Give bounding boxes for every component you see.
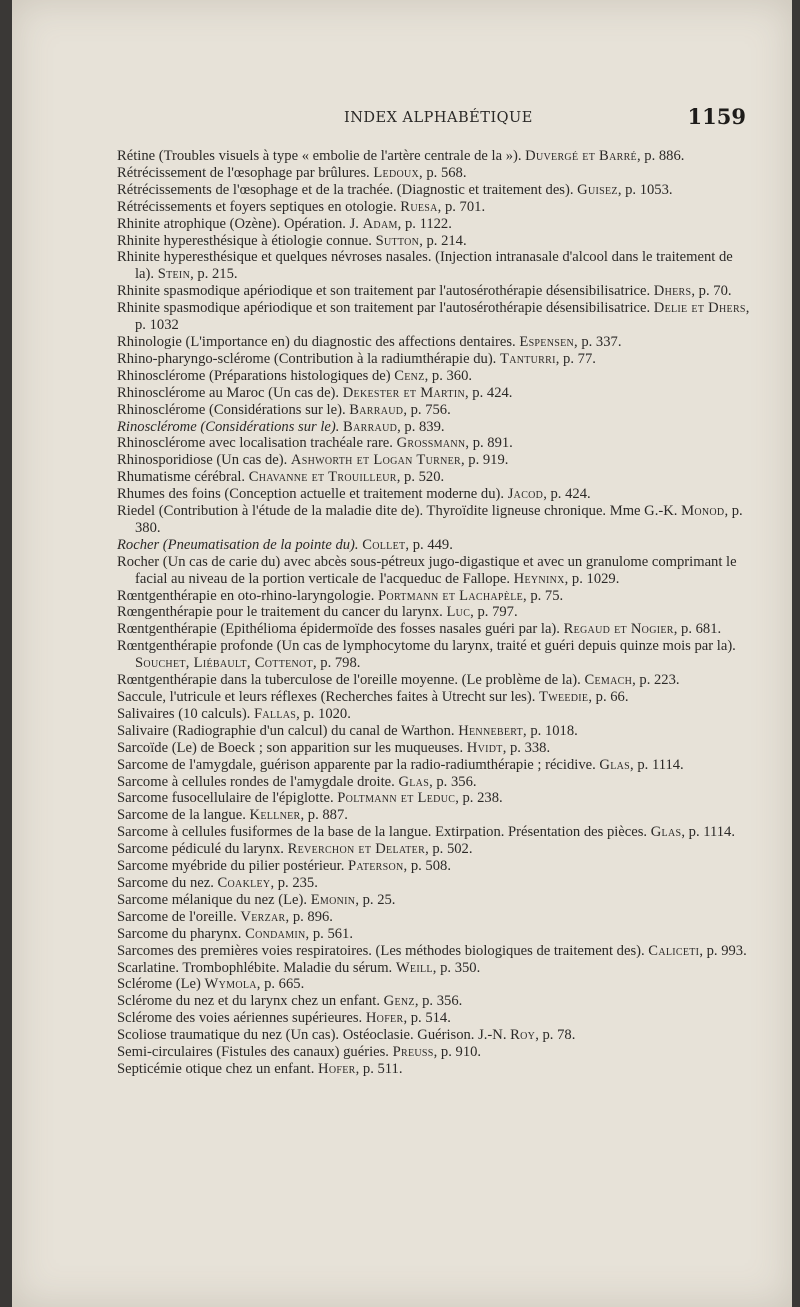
- entry-page-ref: , p. 238.: [455, 790, 503, 807]
- entry-authors: Caliceti: [648, 942, 700, 959]
- index-entry: [117, 621, 752, 638]
- running-header: [12, 104, 792, 134]
- entry-authors: Dekester et Martin: [342, 384, 465, 401]
- entry-page-ref: , p. 235.: [270, 874, 318, 891]
- index-entry: [117, 402, 752, 419]
- index-entry: [117, 604, 752, 621]
- index-entry: [117, 233, 752, 250]
- index-entry: [117, 909, 752, 926]
- entry-page-ref: , p. 356.: [414, 993, 463, 1010]
- entry-subject: Sarcome pédiculé du larynx.: [117, 841, 288, 858]
- entry-page-ref: , p. 350.: [432, 959, 481, 976]
- entry-subject: Sarcome mélanique du nez (Le).: [117, 891, 311, 908]
- index-entry: [117, 452, 752, 469]
- entry-page-ref: , p. 891.: [465, 435, 513, 452]
- entry-page-ref: , p. 215.: [190, 266, 238, 283]
- entry-subject: Rœntgenthérapie dans la tuberculose de l'oreille moyenne. (Le problème de la).: [117, 672, 585, 689]
- entry-subject: Salivaires (10 calculs).: [117, 705, 254, 722]
- entry-authors: Glas: [650, 824, 682, 841]
- entry-page-ref: , p. 70.: [691, 283, 732, 300]
- entry-authors: Wymola: [204, 976, 257, 993]
- entry-authors: Portmann et Lachapèle: [378, 587, 524, 604]
- entry-subject: Sarcomes des premières voies respiratoires. (Les méthodes biologiques de traitement des).: [117, 942, 649, 959]
- entry-authors: Condamin: [245, 925, 306, 942]
- entry-authors: Adam: [362, 215, 398, 232]
- index-entry: [117, 385, 752, 402]
- entry-page-ref: , p. 896.: [285, 908, 333, 925]
- entry-authors: Roy: [510, 1027, 536, 1044]
- entry-page-ref: , p. 1114.: [630, 756, 684, 773]
- entry-page-ref: , p. 424.: [465, 384, 513, 401]
- entry-page-ref: , p. 1122.: [397, 215, 452, 232]
- index-entry: [117, 537, 752, 554]
- entry-page-ref: , p. 514.: [403, 1010, 451, 1027]
- entry-authors: Paterson: [348, 858, 404, 875]
- entry-authors: Weill: [395, 959, 433, 976]
- index-entry: [117, 689, 752, 706]
- entry-page-ref: , p. 502.: [425, 841, 473, 858]
- entry-page-ref: , p. 681.: [673, 621, 722, 638]
- index-entry: [117, 672, 752, 689]
- index-entry: [117, 875, 752, 892]
- entry-page-ref: , p. 1029.: [564, 570, 620, 587]
- entry-subject: Rinosclérome (Considérations sur le).: [117, 418, 344, 435]
- index-entry: [117, 351, 752, 368]
- entry-subject: Saccule, l'utricule et leurs réflexes (Recherches faites à Utrecht sur les).: [117, 689, 540, 705]
- entry-page-ref: , p. 568.: [419, 164, 467, 181]
- entry-subject: Rhinite hyperesthésique à étiologie connue.: [117, 232, 376, 249]
- entry-authors: Luc: [446, 604, 471, 621]
- entry-page-ref: , p. 337.: [574, 333, 622, 350]
- entry-subject: Rétrécissement de l'œsophage par brûlures.: [117, 164, 374, 181]
- entry-authors: Hennebert: [458, 722, 524, 739]
- index-entry: [117, 960, 752, 977]
- index-entry: [117, 216, 752, 233]
- entry-subject: Sarcome du pharynx.: [117, 925, 246, 942]
- entry-page-ref: , p. 561.: [305, 925, 353, 942]
- entry-subject: Rhumes des foins (Conception actuelle et traitement moderne du).: [117, 486, 508, 503]
- index-entry: [117, 807, 752, 824]
- index-entry: [117, 993, 752, 1010]
- entry-page-ref: , p. 1032: [135, 300, 750, 334]
- entry-subject: Sarcome du nez.: [117, 874, 218, 891]
- entry-subject: Rocher (Un cas de carie du) avec abcès sous-pétreux jugo-digastique et avec un granulome comprimant le facial au niveau de la portion verticale de l'acqueduc de Fallope.: [117, 553, 737, 587]
- entry-subject: Rhinite spasmodique apériodique et son traitement par l'autosérothérapie désensibilisatrice.: [117, 300, 654, 317]
- index-entry: [117, 469, 752, 486]
- index-entry: [117, 943, 752, 960]
- index-entry: [117, 1061, 752, 1078]
- index-entry: [117, 435, 752, 452]
- index-entry: [117, 841, 752, 858]
- entry-authors: Espensen: [519, 333, 575, 350]
- entry-authors: Preuss: [392, 1044, 434, 1061]
- entry-page-ref: , p. 1114.: [681, 824, 736, 841]
- entry-subject: Septicémie otique chez un enfant.: [117, 1060, 318, 1077]
- entry-authors: Hofer: [365, 1010, 404, 1027]
- entry-page-ref: , p. 1020.: [296, 705, 351, 722]
- entry-subject: Salivaire (Radiographie d'un calcul) du canal de Warthon.: [117, 722, 459, 739]
- index-entry: [117, 368, 752, 385]
- index-entry: [117, 148, 752, 165]
- entry-subject: Rhumatisme cérébral.: [117, 469, 249, 486]
- entry-authors: Chavanne et Trouilleur: [248, 469, 397, 486]
- index-entry: [117, 706, 752, 723]
- entry-page-ref: , p. 77.: [555, 350, 596, 367]
- entry-page-ref: , p. 338.: [502, 739, 551, 756]
- entry-subject: Sclérome (Le): [117, 976, 205, 993]
- entry-page-ref: , p. 665.: [256, 976, 305, 993]
- index-entry: [117, 858, 752, 875]
- index-entry: [117, 790, 752, 807]
- index-entry: [117, 588, 752, 605]
- entry-page-ref: , p. 360.: [424, 367, 473, 384]
- entry-authors: Ashworth et Logan Turner: [290, 452, 461, 469]
- entry-page-ref: , p. 25.: [355, 891, 396, 908]
- entry-subject: Semi-circulaires (Fistules des canaux) guéries.: [117, 1044, 393, 1061]
- entry-page-ref: , p. 839.: [397, 418, 445, 435]
- entry-authors: Tanturri: [499, 350, 556, 367]
- index-entry: [117, 503, 752, 537]
- entry-subject: Scarlatine. Trombophlébite. Maladie du sérum.: [117, 959, 396, 976]
- entry-subject: Rocher (Pneumatisation de la pointe du).: [117, 536, 363, 553]
- entry-subject: Sclérome des voies aériennes supérieures.: [117, 1010, 366, 1027]
- entry-authors: Dhers: [653, 283, 692, 300]
- index-entry: [117, 300, 752, 334]
- entry-page-ref: , p. 1018.: [523, 722, 578, 739]
- entry-subject: Rétine (Troubles visuels à type « embolie de l'artère centrale de la »).: [117, 148, 526, 164]
- index-entry: [117, 249, 752, 283]
- index-entry: [117, 774, 752, 791]
- entry-subject: Sarcome de l'oreille.: [117, 908, 241, 925]
- index-entry: [117, 419, 752, 436]
- entry-subject: Sclérome du nez et du larynx chez un enfant.: [117, 993, 384, 1010]
- entry-subject: Sarcoïde (Le) de Boeck ; son apparition sur les muqueuses.: [117, 739, 467, 756]
- entry-subject: Rhinite atrophique (Ozène). Opération. J.: [117, 215, 363, 232]
- entry-authors: Grossmann: [396, 435, 466, 452]
- entry-authors: Verzar: [240, 908, 286, 925]
- entry-authors: Collet: [362, 536, 406, 553]
- index-entry: [117, 165, 752, 182]
- entry-subject: Rœntgenthérapie en oto-rhino-laryngologie.: [117, 587, 378, 604]
- entry-subject: Rhinosclérome au Maroc (Un cas de).: [117, 384, 343, 401]
- entry-page-ref: , p. 424.: [543, 486, 591, 503]
- entry-page-ref: , p. 449.: [405, 536, 453, 553]
- entry-subject: Rétrécissements et foyers septiques en otologie.: [117, 198, 401, 215]
- index-entry: [117, 283, 752, 300]
- entry-authors: Cemach: [584, 672, 633, 689]
- entry-page-ref: , p. 886.: [636, 148, 685, 164]
- entry-authors: Kellner: [249, 807, 301, 824]
- entry-authors: Jacod: [507, 486, 544, 503]
- entry-page-ref: , p. 756.: [403, 401, 451, 418]
- entry-subject: Sarcome fusocellulaire de l'épiglotte.: [117, 790, 338, 807]
- entry-authors: Fallas: [253, 705, 297, 722]
- entry-subject: Rhinologie (L'importance en) du diagnostic des affections dentaires.: [117, 333, 520, 350]
- entry-subject: Sarcome myébride du pilier postérieur.: [117, 858, 348, 875]
- entry-authors: Regaud et Nogier: [563, 621, 674, 638]
- entry-page-ref: , p. 1053.: [617, 181, 673, 198]
- entry-subject: Scoliose traumatique du nez (Un cas). Ostéoclasie. Guérison. J.-N.: [117, 1027, 511, 1044]
- index-entry: [117, 723, 752, 740]
- entry-authors: Sutton: [375, 232, 420, 249]
- entry-authors: Coakley: [217, 874, 271, 891]
- book-page: [12, 0, 792, 1307]
- entry-page-ref: , p. 919.: [460, 452, 509, 469]
- entry-subject: Rhinosporidiose (Un cas de).: [117, 452, 291, 469]
- entry-page-ref: , p. 78.: [535, 1027, 576, 1044]
- entry-subject: Sarcome de la langue.: [117, 807, 250, 824]
- entry-authors: Glas: [599, 756, 631, 773]
- entry-subject: Rhinite hyperesthésique et quelques névroses nasales. (Injection intranasale d'alcool dans le traitement de la).: [117, 249, 733, 283]
- entry-subject: Rhino-pharyngo-sclérome (Contribution à la radiumthérapie du).: [117, 350, 500, 367]
- entry-page-ref: , p. 520.: [396, 469, 445, 486]
- index-entry: [117, 1027, 752, 1044]
- entry-authors: Barraud: [349, 401, 404, 418]
- entry-page-ref: , p. 508.: [403, 858, 451, 875]
- entry-subject: Rétrécissements de l'œsophage et de la trachée. (Diagnostic et traitement des).: [117, 181, 578, 198]
- index-entry: [117, 182, 752, 199]
- entry-authors: Genz: [383, 993, 415, 1010]
- entry-authors: Tweedie: [539, 689, 589, 705]
- entry-page-ref: , p. 75.: [523, 587, 564, 604]
- entry-subject: Rhinite spasmodique apériodique et son traitement par l'autosérothérapie désensibilisatrice.: [117, 283, 654, 300]
- index-entry: [117, 740, 752, 757]
- entry-authors: Delie et Dhers: [653, 300, 746, 317]
- entry-subject: Rhinosclérome (Préparations histologiques de): [117, 367, 395, 384]
- index-entry: [117, 1044, 752, 1061]
- entry-page-ref: , p. 66.: [588, 689, 629, 705]
- entry-page-ref: , p. 910.: [433, 1044, 482, 1061]
- index-entries: [117, 148, 752, 1078]
- page-number: 1159: [687, 104, 746, 129]
- entry-authors: Glas: [398, 773, 430, 790]
- index-entry: [117, 554, 752, 588]
- index-entry: [117, 638, 752, 672]
- entry-page-ref: , p. 993.: [699, 942, 747, 959]
- entry-page-ref: , p. 380.: [135, 503, 743, 536]
- entry-page-ref: , p. 701.: [437, 198, 486, 215]
- index-entry: [117, 892, 752, 909]
- entry-authors: Reverchon et Delater: [287, 841, 426, 858]
- entry-page-ref: , p. 356.: [429, 773, 477, 790]
- index-entry: [117, 334, 752, 351]
- entry-subject: Rœntgenthérapie profonde (Un cas de lymphocytome du larynx, traité et guéri depuis quinze mois par la).: [117, 638, 736, 655]
- index-entry: [117, 976, 752, 993]
- entry-authors: Duvergé et Barré: [525, 148, 637, 164]
- entry-page-ref: , p. 223.: [632, 672, 680, 689]
- entry-authors: Heyninx: [513, 570, 565, 587]
- entry-subject: Sarcome à cellules rondes de l'amygdale droite.: [117, 773, 399, 790]
- entry-authors: Ledoux: [373, 164, 420, 181]
- entry-subject: Riedel (Contribution à l'étude de la maladie dite de). Thyroïdite ligneuse chronique. Mme G.-K.: [117, 503, 682, 520]
- index-entry: [117, 199, 752, 216]
- entry-authors: Souchet, Liébault, Cottenot: [135, 655, 313, 672]
- entry-authors: Ruesa: [400, 198, 438, 215]
- entry-authors: Monod: [681, 503, 725, 520]
- index-entry: [117, 757, 752, 774]
- index-entry: [117, 926, 752, 943]
- header-title: INDEX ALPHABÉTIQUE: [344, 110, 533, 126]
- entry-subject: Rhinosclérome avec localisation trachéale rare.: [117, 435, 397, 452]
- entry-authors: Emonin: [310, 891, 356, 908]
- entry-authors: Hofer: [318, 1060, 356, 1077]
- entry-page-ref: , p. 511.: [355, 1060, 403, 1077]
- entry-page-ref: , p. 797.: [470, 604, 518, 621]
- entry-subject: Sarcome à cellules fusiformes de la base de la langue. Extirpation. Présentation des pièces.: [117, 824, 651, 841]
- index-entry: [117, 486, 752, 503]
- entry-authors: Guisez: [577, 181, 618, 198]
- entry-authors: Barraud: [343, 418, 398, 435]
- entry-authors: Cenz: [394, 367, 425, 384]
- index-entry: [117, 1010, 752, 1027]
- entry-page-ref: , p. 214.: [419, 232, 467, 249]
- entry-subject: Rhinosclérome (Considérations sur le).: [117, 401, 350, 418]
- index-entry: [117, 824, 752, 841]
- entry-authors: Poltmann et Leduc: [337, 790, 456, 807]
- entry-subject: Rœngenthérapie pour le traitement du cancer du larynx.: [117, 604, 447, 621]
- entry-authors: Hvidt: [466, 739, 503, 756]
- entry-subject: Sarcome de l'amygdale, guérison apparente par la radio-radiumthérapie ; récidive.: [117, 756, 600, 773]
- entry-subject: Rœntgenthérapie (Epithélioma épidermoïde des fosses nasales guéri par la).: [117, 621, 564, 638]
- entry-page-ref: , p. 798.: [312, 655, 361, 672]
- entry-authors: Stein: [157, 266, 191, 283]
- entry-page-ref: , p. 887.: [300, 807, 348, 824]
